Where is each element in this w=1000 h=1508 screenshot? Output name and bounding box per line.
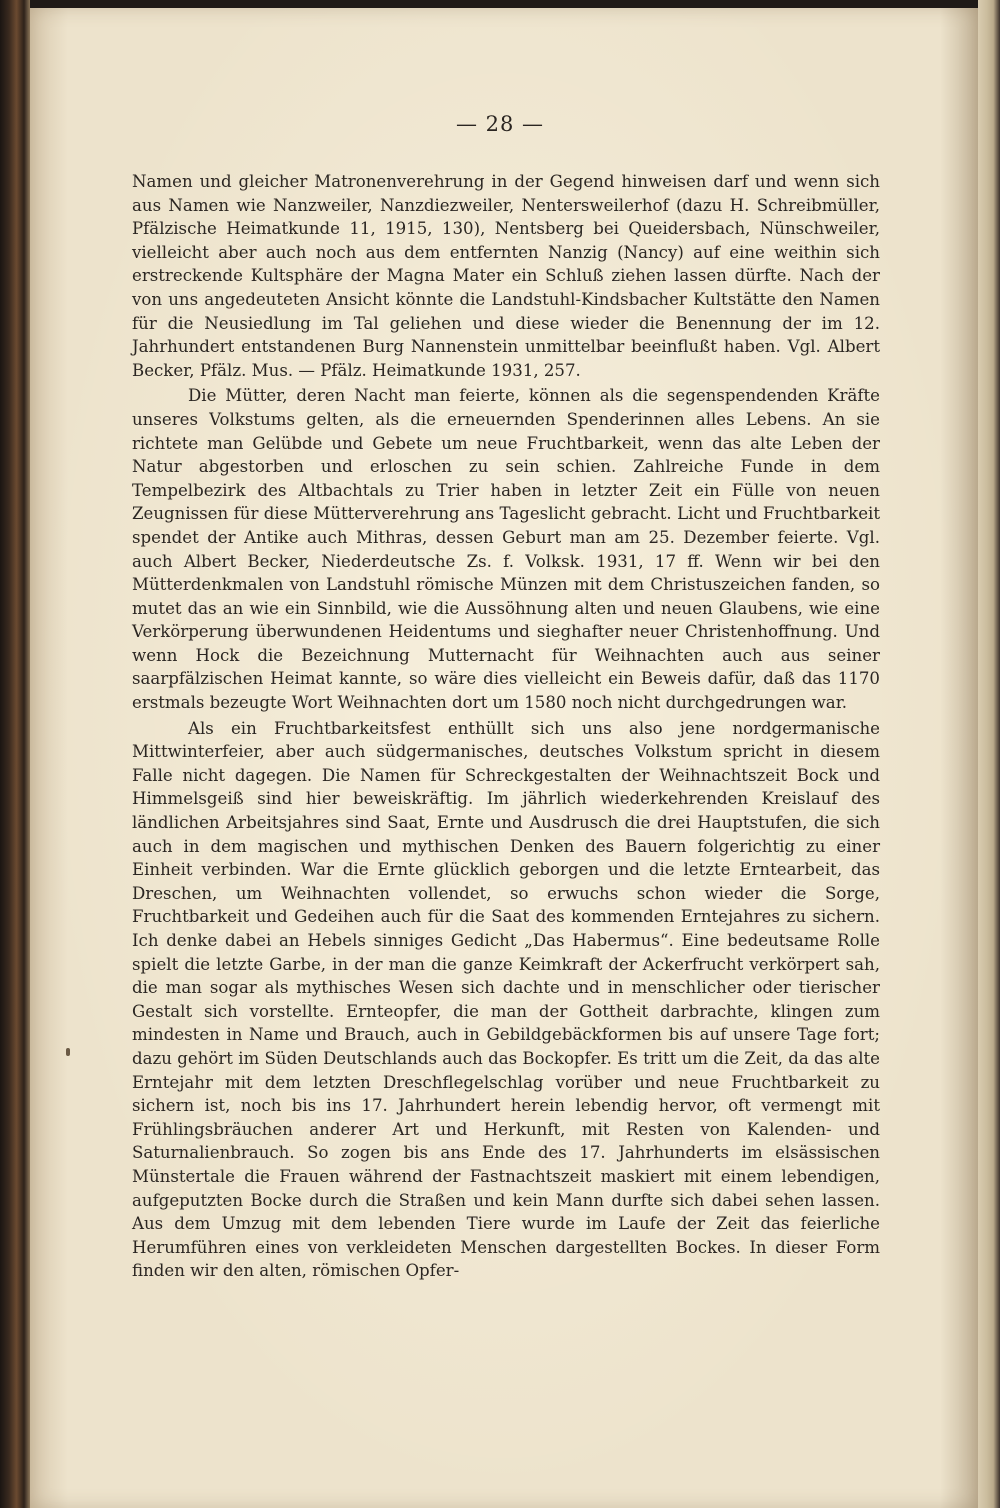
paragraph-2: Die Mütter, deren Nacht man feierte, können als die segenspendenden Kräfte unseres Volkstums gelten, als die erneuernden Spenderinnen alles Lebens. An sie richtete man Gelübde und Gebete um neue Fruchtbarkeit, wenn das alte Leben der Natur abgestorben und erloschen zu sein schien. Zahlreiche Funde in dem Tempelbezirk des Altbachtals zu Trier haben in letzter Zeit ein Fülle von neuen Zeugnissen für diese Mütterverehrung ans Tageslicht gebracht. Licht und Fruchtbarkeit spendet der Antike auch Mithras, dessen Geburt man am 25. Dezember feierte. Vgl. auch Albert Becker, Niederdeutsche Zs. f. Volksk. 1931, 17 ff. Wenn wir bei den Mütterdenkmalen von Landstuhl römische Münzen mit dem Christuszeichen fanden, so mutet das an wie ein Sinnbild, wie die Aussöhnung alten und neuen Glaubens, wie eine Verkörperung überwundenen Heidentums und sieghafter neuer Christenhoffnung. Und wenn Hock die Bezeichnung Mutternacht für Weihnachten auch aus seiner saarpfälzischen Heimat kannte, so wäre dies vielleicht ein Beweis dafür, daß das 1170 erstmals bezeugte Wort Weihnachten dort um 1580 noch nicht durchgedrungen war.: [132, 386, 880, 713]
paragraph-3: Als ein Fruchtbarkeitsfest enthüllt sich uns also jene nordgermanische Mittwinterfeier, aber auch südgermanisches, deutsches Volkstum spricht in diesem Falle nicht dagegen. Die Namen für Schreckgestalten der Weihnachtszeit Bock und Himmelsgeiß sind hier beweiskräftig. Im jährlich wiederkehrenden Kreislauf des ländlichen Arbeitsjahres sind Saat, Ernte und Ausdrusch die drei Hauptstufen, die sich auch in dem magischen und mythischen Denken des Bauern folgerichtig zu einer Einheit verbinden. War die Ernte glücklich geborgen und die letzte Erntearbeit, das Dreschen, um Weihnachten vollendet, so erwuchs schon wieder die Sorge, Fruchtbarkeit und Gedeihen auch für die Saat des kommenden Erntejahres zu sichern. Ich denke dabei an Hebels sinniges Gedicht „Das Habermus“. Eine bedeutsame Rolle spielt die letzte Garbe, in der man die ganze Keimkraft der Ackerfrucht verkörpert sah, die man sogar als mythisches Wesen sich dachte und in menschlicher oder tierischer Gestalt sich vorstellte. Ernteopfer, die man der Gottheit darbrachte, klingen zum mindesten in Name und Brauch, auch in Gebildgebäckformen bis auf unsere Tage fort; dazu gehört im Süden Deutschlands auch das Bockopfer. Es tritt um die Zeit, da das alte Erntejahr mit dem letzten Dreschflegelschlag vorüber und neue Fruchtbarkeit zu sichern ist, noch bis ins 17. Jahrhundert herein lebendig hervor, oft vermengt mit Frühlingsbräuchen anderer Art und Herkunft, mit Resten von Kalenden- und Saturnalienbrauch. So zogen bis ans Ende des 17. Jahrhunderts im elsässischen Münstertale die Frauen während der Fastnachtszeit maskiert mit einem lebendigen, aufgeputzten Bocke durch die Straßen und kein Mann durfte sich dabei sehen lassen. Aus dem Umzug mit dem lebenden Tiere wurde im Laufe der Zeit das feierliche Herumführen eines von verkleideten Menschen dargestellten Bockes. In dieser Form finden wir den alten, römischen Opfer-: [132, 718, 880, 1281]
page-number: — 28 —: [455, 112, 545, 136]
book-binding: [0, 0, 30, 1508]
paragraph-1: Namen und gleicher Matronenverehrung in der Gegend hinweisen darf und wenn sich aus Namen wie Nanzweiler, Nanzdiezweiler, Nentersweilerhof (dazu H. Schreibmüller, Pfälzische Heimatkunde 11, 1915, 130), Nentsberg bei Queidersbach, Nünschweiler, vielleicht aber auch noch aus dem entfernten Nanzig (Nancy) auf eine weithin sich erstreckende Kultsphäre der Magna Mater ein Schluß ziehen lassen dürfte. Nach der von uns angedeuteten Ansicht könnte die Landstuhl-Kindsbacher Kultstätte den Namen für die Neusiedlung im Tal geliehen und diese wieder die Benennung der im 12. Jahrhundert entstandenen Burg Nannenstein unmittelbar beeinflußt haben. Vgl. Albert Becker, Pfälz. Mus. — Pfälz. Heimatkunde 1931, 257.: [132, 172, 880, 380]
margin-mark: [66, 1048, 70, 1056]
body-text: [132, 170, 880, 1283]
page-edge: [978, 0, 1000, 1508]
